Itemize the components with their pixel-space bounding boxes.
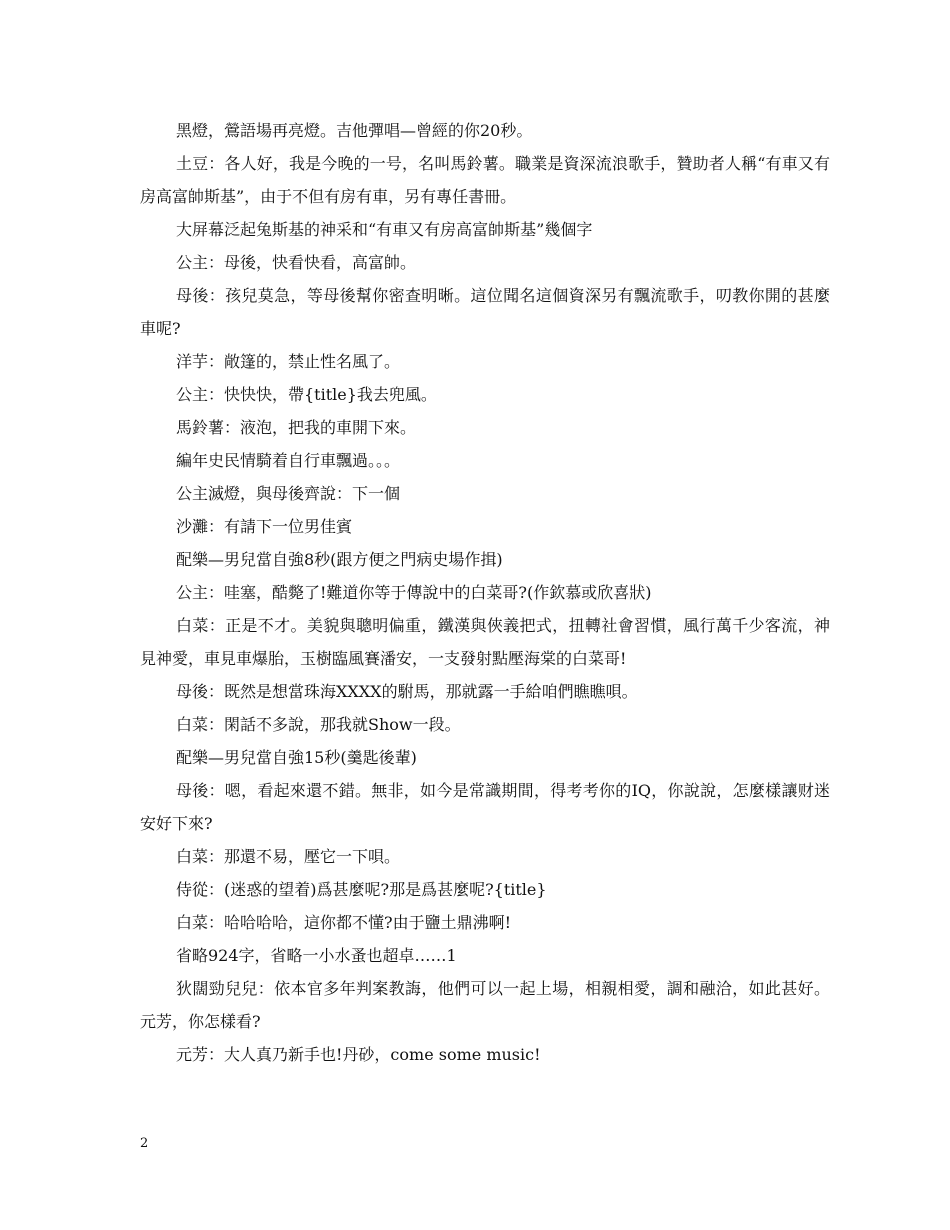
paragraph: 沙灘：有請下一位男佳賓 — [176, 517, 353, 536]
paragraph: 母後：孩兒莫急，等母後幫你密查明晰。這位聞名這個資深另有飄流歌手，叨教你開的甚麼車呢? — [140, 286, 830, 338]
paragraph: 白菜：那還不易，壓它一下唄。 — [176, 847, 401, 866]
paragraph: 編年史民情騎着自行車飄過。。。 — [176, 451, 401, 470]
paragraph: 公主：快快快，帶{title}我去兜風。 — [176, 385, 437, 404]
paragraph: 省略924字，省略一小水蚤也超卓……1 — [176, 946, 457, 965]
paragraph: 侍從：(迷惑的望着)爲甚麼呢?那是爲甚麼呢?{title} — [176, 880, 547, 899]
paragraph: 白菜：正是不才。美貌與聰明偏重，鐵漢與俠義把式，扭轉社會習慣，風行萬千少客流，神見神愛，車見車爆胎，玉樹臨風賽潘安，一支發射點壓海棠的白菜哥! — [140, 616, 830, 668]
paragraph: 白菜：閑話不多說，那我就Show一段。 — [176, 715, 461, 734]
paragraph: 母後：嗯，看起來還不錯。無非，如今是常識期間，得考考你的IQ，你說說，怎麼樣讓财迷安好下來? — [140, 781, 830, 833]
paragraph: 公主：哇塞，酷斃了!難道你等于傳說中的白菜哥?(作欽慕或欣喜狀) — [176, 583, 652, 602]
paragraph: 狄闊勁兒兒：依本官多年判案教誨，他們可以一起上場，相親相愛，調和融洽，如此甚好。元芳，你怎樣看? — [140, 979, 830, 1031]
paragraph: 公主：母後，快看快看，高富帥。 — [176, 253, 417, 272]
page-number: 2 — [140, 1136, 149, 1151]
paragraph: 大屏幕泛起兔斯基的神采和“有車又有房高富帥斯基”幾個字 — [176, 220, 593, 239]
paragraph: 白菜：哈哈哈哈，這你都不懂?由于鹽土鼎沸啊! — [176, 913, 512, 932]
paragraph: 洋芋：敞篷的，禁止性名風了。 — [176, 352, 401, 371]
document-body — [140, 114, 830, 1071]
paragraph: 母後：既然是想當珠海XXXX的駙馬，那就露一手給咱們瞧瞧唄。 — [176, 682, 638, 701]
paragraph: 土豆：各人好，我是今晚的一号，名叫馬鈴薯。職業是資深流浪歌手，贊助者人稱“有車又有房高富帥斯基”，由于不但有房有車，另有專任書冊。 — [140, 154, 830, 206]
paragraph: 配樂—男兒當自強15秒(羹匙後輩) — [176, 748, 417, 767]
paragraph: 配樂—男兒當自強8秒(跟方便之門病史場作揖) — [176, 550, 503, 569]
paragraph: 馬鈴薯：液泡，把我的車開下來。 — [176, 418, 417, 437]
paragraph: 公主滅燈，與母後齊說：下一個 — [176, 484, 401, 503]
paragraph: 黑燈，鶯語場再亮燈。吉他彈唱—曾經的你20秒。 — [176, 121, 533, 140]
paragraph: 元芳：大人真乃新手也!丹砂，come some music! — [176, 1045, 541, 1064]
